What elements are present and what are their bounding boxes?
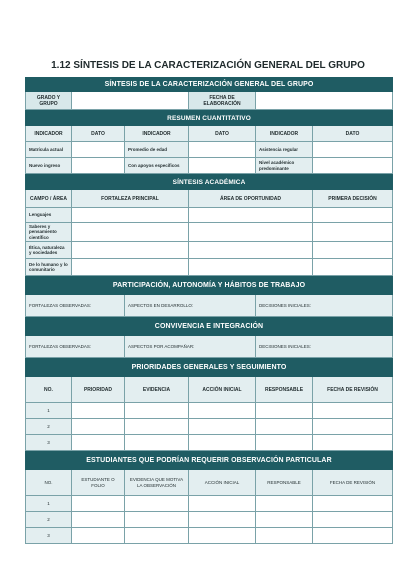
responsable-field[interactable] — [256, 403, 313, 419]
dato-field[interactable] — [72, 142, 125, 158]
evidencia-field[interactable] — [125, 403, 189, 419]
col-accion: ACCIÓN INICIAL — [189, 377, 256, 403]
accion-field[interactable] — [189, 419, 256, 435]
estudiantes-row — [26, 528, 393, 544]
indicator-label: Nuevo ingreso — [26, 158, 72, 174]
estudiantes-row — [26, 496, 393, 512]
indicator-label: Nivel académico predominante — [256, 158, 313, 174]
sintesis-row — [26, 223, 393, 242]
estudiantes-header-row — [26, 452, 393, 470]
prioridades-table — [25, 358, 393, 451]
col-indicador-3: INDICADOR — [256, 126, 313, 142]
responsable-field[interactable] — [256, 496, 313, 512]
fortalezas-field[interactable]: FORTALEZAS OBSERVADAS: — [26, 336, 125, 358]
estudiantes-table — [25, 451, 393, 544]
fecha-field[interactable] — [256, 92, 393, 110]
fecha-field[interactable] — [313, 419, 393, 435]
grado-label: GRADO Y GRUPO — [26, 92, 72, 110]
col-fecha: FECHA DE REVISIÓN — [313, 377, 393, 403]
acompanar-field[interactable]: ASPECTOS POR ACOMPAÑAR: — [125, 336, 256, 358]
prioridades-row — [26, 435, 393, 451]
estudiantes-columns — [26, 470, 393, 496]
estudiante-field[interactable] — [72, 528, 125, 544]
decision-field[interactable] — [313, 259, 393, 276]
responsable-field[interactable] — [256, 419, 313, 435]
resumen-row — [26, 142, 393, 158]
col-dato-3: DATO — [313, 126, 393, 142]
participacion-row — [26, 295, 393, 317]
sintesis-row — [26, 208, 393, 223]
row-number: 3 — [26, 528, 72, 544]
oportunidad-field[interactable] — [189, 242, 313, 259]
row-number: 1 — [26, 403, 72, 419]
evidencia-field[interactable] — [125, 496, 189, 512]
form-sheet — [25, 77, 392, 544]
grado-field[interactable] — [72, 92, 189, 110]
convivencia-table — [25, 317, 393, 358]
sintesis-row — [26, 259, 393, 276]
area-label: De lo humano y lo comunitario — [26, 259, 72, 276]
fortaleza-field[interactable] — [72, 223, 189, 242]
resumen-row — [26, 158, 393, 174]
oportunidad-field[interactable] — [189, 208, 313, 223]
dato-field[interactable] — [189, 142, 256, 158]
estudiante-field[interactable] — [72, 496, 125, 512]
accion-field[interactable] — [189, 512, 256, 528]
indicator-label: Promedio de edad — [125, 142, 189, 158]
dato-field[interactable] — [189, 158, 256, 174]
col-evidencia: EVIDENCIA — [125, 377, 189, 403]
indicator-label: Asistencia regular — [256, 142, 313, 158]
col-prioridad: PRIORIDAD — [72, 377, 125, 403]
fecha-label: FECHA DE ELABORACIÓN — [189, 92, 256, 110]
participacion-table — [25, 276, 393, 317]
area-label: Lenguajes — [26, 208, 72, 223]
prioridades-row — [26, 403, 393, 419]
fecha-field[interactable] — [313, 496, 393, 512]
accion-field[interactable] — [189, 403, 256, 419]
col-responsable: RESPONSABLE — [256, 470, 313, 496]
row-number: 1 — [26, 496, 72, 512]
accion-field[interactable] — [189, 528, 256, 544]
evidencia-field[interactable] — [125, 419, 189, 435]
prioridades-row — [26, 419, 393, 435]
desarrollo-field[interactable]: ASPECTOS EN DESARROLLO: — [125, 295, 256, 317]
col-responsable: RESPONSABLE — [256, 377, 313, 403]
fortaleza-field[interactable] — [72, 208, 189, 223]
estudiantes-row — [26, 512, 393, 528]
dato-field[interactable] — [313, 158, 393, 174]
fecha-field[interactable] — [313, 403, 393, 419]
fortaleza-field[interactable] — [72, 242, 189, 259]
sintesis-row — [26, 242, 393, 259]
prioridad-field[interactable] — [72, 435, 125, 451]
convivencia-header-row — [26, 318, 393, 336]
responsable-field[interactable] — [256, 435, 313, 451]
col-accion: ACCIÓN INICIAL — [189, 470, 256, 496]
decision-field[interactable] — [313, 242, 393, 259]
participacion-header-row — [26, 277, 393, 295]
col-oportunidad: ÁREA DE OPORTUNIDAD — [189, 190, 313, 208]
prioridad-field[interactable] — [72, 403, 125, 419]
general-row — [26, 92, 393, 110]
row-number: 2 — [26, 419, 72, 435]
dato-field[interactable] — [72, 158, 125, 174]
resumen-table — [25, 110, 393, 174]
evidencia-field[interactable] — [125, 528, 189, 544]
resumen-columns — [26, 126, 393, 142]
fortalezas-field[interactable]: FORTALEZAS OBSERVADAS: — [26, 295, 125, 317]
col-fortaleza: FORTALEZA PRINCIPAL — [72, 190, 189, 208]
col-campo: CAMPO / ÁREA — [26, 190, 72, 208]
convivencia-row — [26, 336, 393, 358]
row-number: 2 — [26, 512, 72, 528]
oportunidad-field[interactable] — [189, 259, 313, 276]
evidencia-field[interactable] — [125, 512, 189, 528]
col-indicador-2: INDICADOR — [125, 126, 189, 142]
prioridades-header-row — [26, 359, 393, 377]
row-number: 3 — [26, 435, 72, 451]
decisiones-field[interactable]: DECISIONES INICIALES: — [256, 295, 393, 317]
sintesis-header-row — [26, 175, 393, 190]
area-label: Saberes y pensamiento científico — [26, 223, 72, 242]
fecha-field[interactable] — [313, 528, 393, 544]
sintesis-columns — [26, 190, 393, 208]
participacion-header: PARTICIPACIÓN, AUTONOMÍA Y HÁBITOS DE TRABAJO — [26, 277, 393, 295]
accion-field[interactable] — [189, 435, 256, 451]
col-dato-2: DATO — [189, 126, 256, 142]
col-decision: PRIMERA DECISIÓN — [313, 190, 393, 208]
sintesis-table — [25, 174, 393, 276]
indicator-label: Matrícula actual — [26, 142, 72, 158]
estudiante-field[interactable] — [72, 512, 125, 528]
col-indicador-1: INDICADOR — [26, 126, 72, 142]
estudiantes-header: ESTUDIANTES QUE PODRÍAN REQUERIR OBSERVACIÓN PARTICULAR — [26, 452, 393, 470]
page-title: 1.12 SÍNTESIS DE LA CARACTERIZACIÓN GENERAL DEL GRUPO — [51, 60, 365, 71]
col-no: NO. — [26, 377, 72, 403]
col-evidencia: EVIDENCIA QUE MOTIVA LA OBSERVACIÓN — [125, 470, 189, 496]
sintesis-header: SÍNTESIS ACADÉMICA — [26, 175, 393, 190]
resumen-header-row — [26, 111, 393, 126]
indicator-label: Con apoyos específicos — [125, 158, 189, 174]
col-fecha: FECHA DE REVISIÓN — [313, 470, 393, 496]
accion-field[interactable] — [189, 496, 256, 512]
decisiones-field[interactable]: DECISIONES INICIALES: — [256, 336, 393, 358]
col-estudiante: ESTUDIANTE O FOLIO — [72, 470, 125, 496]
evidencia-field[interactable] — [125, 435, 189, 451]
oportunidad-field[interactable] — [189, 223, 313, 242]
fecha-field[interactable] — [313, 435, 393, 451]
prioridad-field[interactable] — [72, 419, 125, 435]
area-label: Ética, naturaleza y sociedades — [26, 242, 72, 259]
dato-field[interactable] — [313, 142, 393, 158]
convivencia-header: CONVIVENCIA E INTEGRACIÓN — [26, 318, 393, 336]
decision-field[interactable] — [313, 208, 393, 223]
general-table — [25, 77, 393, 110]
resumen-header: RESUMEN CUANTITATIVO — [26, 111, 393, 126]
fecha-field[interactable] — [313, 512, 393, 528]
responsable-field[interactable] — [256, 528, 313, 544]
responsable-field[interactable] — [256, 512, 313, 528]
col-no: NO. — [26, 470, 72, 496]
decision-field[interactable] — [313, 223, 393, 242]
fortaleza-field[interactable] — [72, 259, 189, 276]
prioridades-header: PRIORIDADES GENERALES Y SEGUIMIENTO — [26, 359, 393, 377]
prioridades-columns — [26, 377, 393, 403]
main-header-row — [26, 78, 393, 92]
main-header: SÍNTESIS DE LA CARACTERIZACIÓN GENERAL DEL GRUPO — [26, 78, 393, 92]
col-dato-1: DATO — [72, 126, 125, 142]
